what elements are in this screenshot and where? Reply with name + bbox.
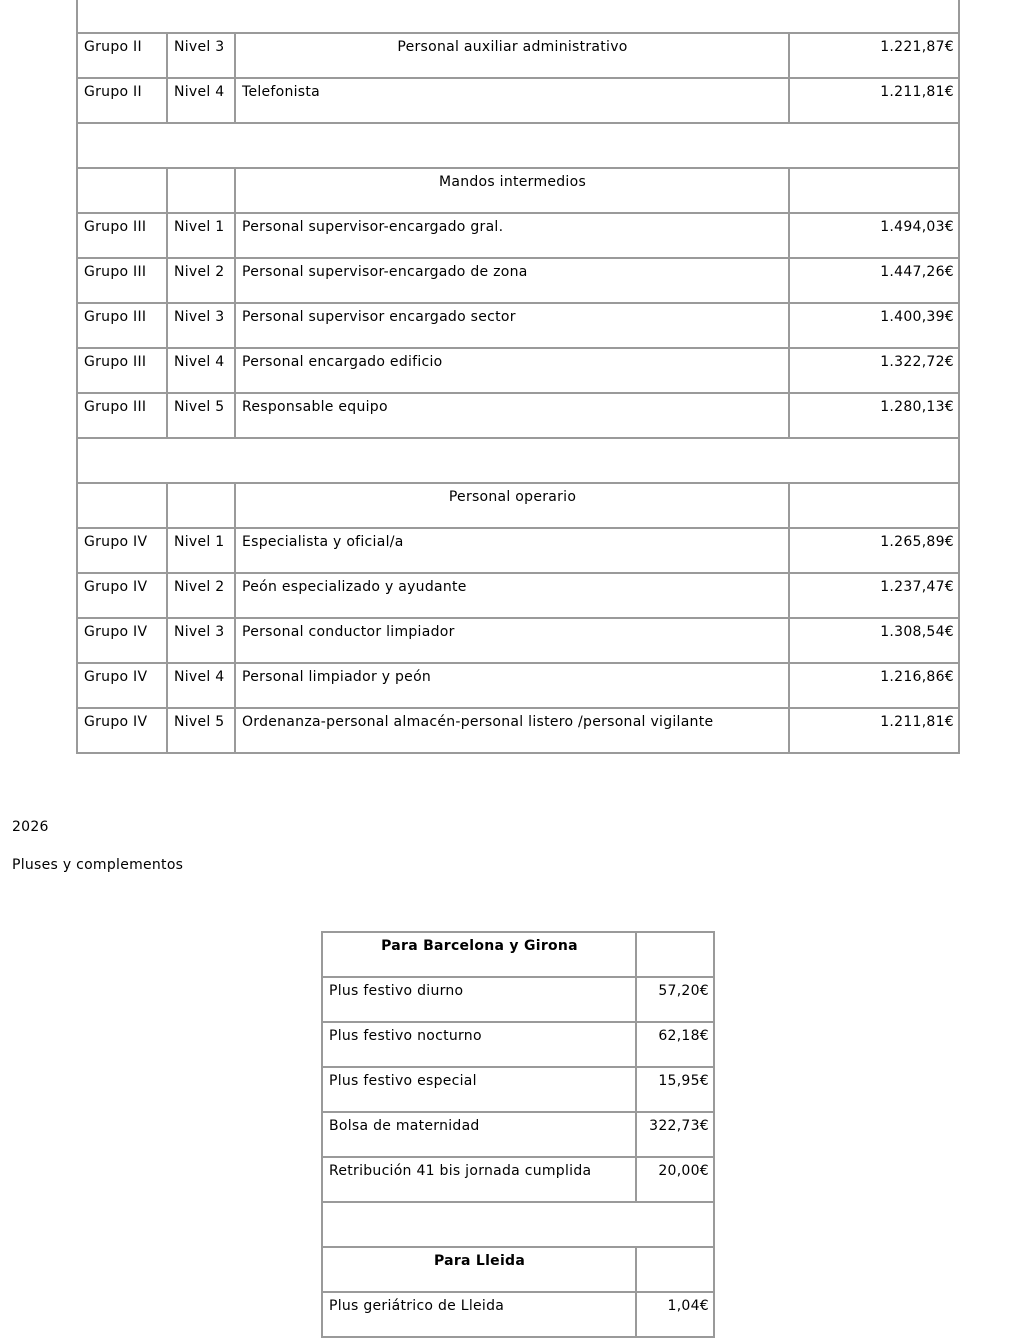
grupo-cell: Grupo III (77, 213, 167, 258)
spacer-row (77, 0, 959, 33)
grupo-cell: Grupo III (77, 393, 167, 438)
descripcion-cell: Mandos intermedios (235, 168, 789, 213)
plus-row (322, 977, 714, 1022)
nivel-cell: Nivel 1 (167, 213, 235, 258)
plus-header-cell: Para Barcelona y Girona (322, 932, 636, 977)
plus-row (322, 1022, 714, 1067)
nivel-cell: Nivel 3 (167, 618, 235, 663)
importe-cell: 1.211,81€ (789, 78, 959, 123)
importe-cell: 15,95€ (636, 1067, 714, 1112)
salary-row (77, 348, 959, 393)
importe-cell: 1.265,89€ (789, 528, 959, 573)
grupo-cell: Grupo II (77, 78, 167, 123)
nivel-cell (167, 483, 235, 528)
spacer-row (77, 123, 959, 168)
salary-row (77, 213, 959, 258)
nivel-cell: Nivel 4 (167, 663, 235, 708)
salary-row (77, 573, 959, 618)
section-header-row (77, 483, 959, 528)
descripcion-cell: Ordenanza-personal almacén-personal listero /personal vigilante (235, 708, 789, 753)
importe-cell: 1.216,86€ (789, 663, 959, 708)
grupo-cell: Grupo IV (77, 618, 167, 663)
descripcion-cell: Personal supervisor encargado sector (235, 303, 789, 348)
nivel-cell: Nivel 4 (167, 348, 235, 393)
salary-row (77, 528, 959, 573)
spacer-cell (77, 438, 959, 483)
spacer-row (77, 438, 959, 483)
plus-row (322, 1067, 714, 1112)
nivel-cell: Nivel 4 (167, 78, 235, 123)
salary-row (77, 663, 959, 708)
importe-cell: 1.322,72€ (789, 348, 959, 393)
descripcion-cell: Especialista y oficial/a (235, 528, 789, 573)
importe-cell: 1,04€ (636, 1292, 714, 1337)
concepto-cell: Plus festivo especial (322, 1067, 636, 1112)
descripcion-cell: Personal supervisor-encargado de zona (235, 258, 789, 303)
nivel-cell: Nivel 3 (167, 303, 235, 348)
nivel-cell: Nivel 1 (167, 528, 235, 573)
plus-header-cell: Para Lleida (322, 1247, 636, 1292)
grupo-cell: Grupo III (77, 303, 167, 348)
importe-cell: 57,20€ (636, 977, 714, 1022)
section-label: Pluses y complementos (12, 857, 184, 873)
concepto-cell: Plus festivo nocturno (322, 1022, 636, 1067)
grupo-cell: Grupo IV (77, 528, 167, 573)
grupo-cell: Grupo IV (77, 663, 167, 708)
plus-row (322, 1292, 714, 1337)
importe-cell: 1.400,39€ (789, 303, 959, 348)
importe-cell: 1.308,54€ (789, 618, 959, 663)
concepto-cell: Bolsa de maternidad (322, 1112, 636, 1157)
plus-row (322, 1157, 714, 1202)
spacer-cell (77, 0, 959, 33)
grupo-cell: Grupo III (77, 258, 167, 303)
nivel-cell (167, 168, 235, 213)
grupo-cell: Grupo IV (77, 708, 167, 753)
grupo-cell (77, 168, 167, 213)
pluses-table (321, 931, 715, 1338)
importe-cell: 1.237,47€ (789, 573, 959, 618)
salary-table (76, 0, 960, 754)
nivel-cell: Nivel 5 (167, 708, 235, 753)
importe-cell (789, 168, 959, 213)
importe-cell: 1.280,13€ (789, 393, 959, 438)
grupo-cell: Grupo III (77, 348, 167, 393)
section-header-row (77, 168, 959, 213)
descripcion-cell: Personal encargado edificio (235, 348, 789, 393)
spacer-cell (77, 123, 959, 168)
nivel-cell: Nivel 3 (167, 33, 235, 78)
descripcion-cell: Peón especializado y ayudante (235, 573, 789, 618)
spacer-cell (322, 1202, 714, 1247)
importe-cell: 1.494,03€ (789, 213, 959, 258)
descripcion-cell: Personal limpiador y peón (235, 663, 789, 708)
importe-cell (636, 1247, 714, 1292)
spacer-row (322, 1202, 714, 1247)
concepto-cell: Plus festivo diurno (322, 977, 636, 1022)
descripcion-cell: Telefonista (235, 78, 789, 123)
salary-row (77, 33, 959, 78)
plus-header-row (322, 1247, 714, 1292)
importe-cell (636, 932, 714, 977)
grupo-cell: Grupo II (77, 33, 167, 78)
plus-header-row (322, 932, 714, 977)
salary-row (77, 258, 959, 303)
salary-row (77, 708, 959, 753)
nivel-cell: Nivel 5 (167, 393, 235, 438)
importe-cell (789, 483, 959, 528)
year-label: 2026 (12, 819, 49, 835)
descripcion-cell: Personal conductor limpiador (235, 618, 789, 663)
importe-cell: 20,00€ (636, 1157, 714, 1202)
importe-cell: 1.221,87€ (789, 33, 959, 78)
concepto-cell: Plus geriátrico de Lleida (322, 1292, 636, 1337)
salary-row (77, 78, 959, 123)
grupo-cell (77, 483, 167, 528)
grupo-cell: Grupo IV (77, 573, 167, 618)
descripcion-cell: Responsable equipo (235, 393, 789, 438)
nivel-cell: Nivel 2 (167, 573, 235, 618)
concepto-cell: Retribución 41 bis jornada cumplida (322, 1157, 636, 1202)
nivel-cell: Nivel 2 (167, 258, 235, 303)
importe-cell: 1.447,26€ (789, 258, 959, 303)
importe-cell: 322,73€ (636, 1112, 714, 1157)
importe-cell: 62,18€ (636, 1022, 714, 1067)
salary-row (77, 393, 959, 438)
importe-cell: 1.211,81€ (789, 708, 959, 753)
plus-row (322, 1112, 714, 1157)
descripcion-cell: Personal supervisor-encargado gral. (235, 213, 789, 258)
descripcion-cell: Personal operario (235, 483, 789, 528)
descripcion-cell: Personal auxiliar administrativo (235, 33, 789, 78)
salary-row (77, 618, 959, 663)
salary-row (77, 303, 959, 348)
